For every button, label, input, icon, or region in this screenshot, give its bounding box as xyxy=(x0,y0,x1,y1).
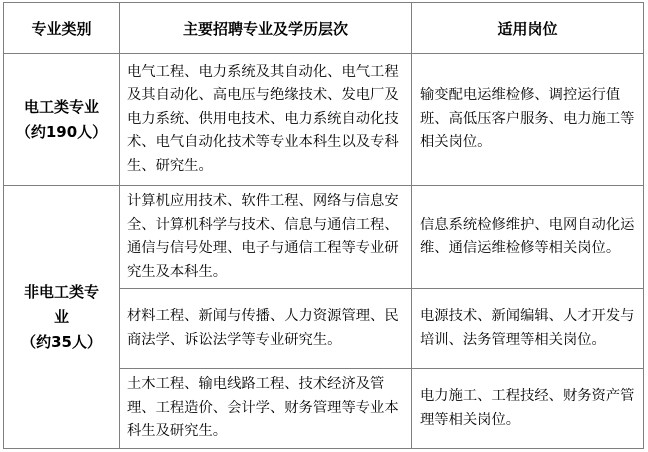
header-positions: 适用岗位 xyxy=(412,3,644,54)
category-label: 电工类专业 xyxy=(23,97,99,116)
majors-cell: 电气工程、电力系统及其自动化、电气工程及其自动化、高电压与绝缘技术、发电厂及电力系统、供用电技术、电力系统自动化技术、电气自动化技术等专业本科生以及专科生、研究生。 xyxy=(120,54,412,186)
header-category: 专业类别 xyxy=(4,3,120,54)
header-row xyxy=(4,3,644,54)
positions-cell: 电力施工、工程技经、财务资产管理等相关岗位。 xyxy=(412,369,644,449)
header-majors: 主要招聘专业及学历层次 xyxy=(120,3,412,54)
positions-cell: 输变配电运维检修、调控运行值班、高低压客户服务、电力施工等相关岗位。 xyxy=(412,54,644,186)
majors-cell: 计算机应用技术、软件工程、网络与信息安全、计算机科学与技术、信息与通信工程、通信与信号处理、电子与通信工程等专业研究生及本科生。 xyxy=(120,186,412,289)
category-label-cont: 业 xyxy=(53,307,69,326)
category-electrical xyxy=(4,54,120,186)
category-count: （约190人） xyxy=(15,122,108,141)
majors-cell: 材料工程、新闻与传播、人力资源管理、民商法学、诉讼法学等专业研究生。 xyxy=(120,289,412,369)
majors-cell: 土木工程、输电线路工程、技术经济及管理、工程造价、会计学、财务管理等专业本科生及研究生。 xyxy=(120,369,412,449)
positions-cell: 电源技术、新闻编辑、人才开发与培训、法务管理等相关岗位。 xyxy=(412,289,644,369)
category-non-electrical xyxy=(4,186,120,449)
positions-cell: 信息系统检修维护、电网自动化运维、通信运维检修等相关岗位。 xyxy=(412,186,644,289)
recruitment-table xyxy=(3,2,644,449)
category-count: （约35人） xyxy=(21,332,102,351)
table-row xyxy=(4,54,644,186)
table-row xyxy=(4,186,644,289)
category-label: 非电工类专 xyxy=(23,282,99,301)
